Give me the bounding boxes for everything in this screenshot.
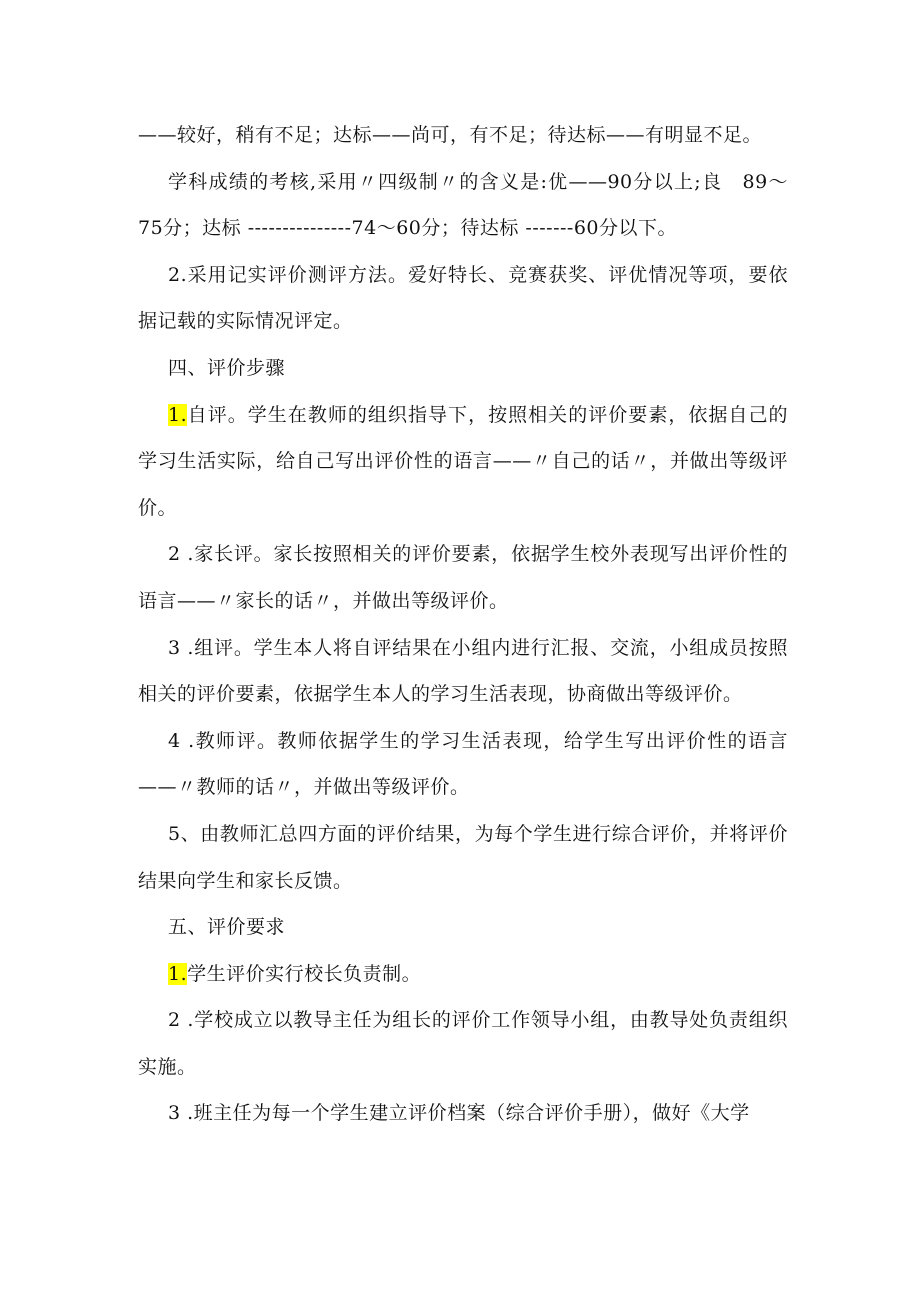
paragraph-text: 3 .班主任为每一个学生建立评价档案（综合评价手册），做好《大学 (168, 1102, 750, 1125)
paragraph-text: ——较好，稍有不足；达标——尚可，有不足；待达标——有明显不足。 (138, 124, 763, 146)
paragraph-text: 四、评价步骤 (168, 356, 286, 379)
paragraph-highlight: 1. (168, 962, 188, 985)
paragraph (138, 531, 788, 624)
paragraph-text: 2 .学校成立以教导主任为组长的评价工作领导小组，由教导处负责组织实施。 (138, 1009, 788, 1078)
paragraph-text: 2 .家长评。家长按照相关的评价要素，依据学生校外表现写出评价性的语言——〃家长的话〃，并做出等级评价。 (138, 543, 788, 612)
paragraph (138, 252, 788, 345)
paragraph (138, 997, 788, 1090)
paragraph-text: 自评。学生在教师的组织指导下，按照相关的评价要素，依据自己的学习生活实际，给自己写出评价性的语言——〃自己的话〃，并做出等级评价。 (138, 403, 788, 519)
paragraph-text: 学生评价实行校长负责制。 (187, 962, 422, 985)
paragraph (138, 811, 788, 904)
paragraph-text: 3 .组评。学生本人将自评结果在小组内进行汇报、交流，小组成员按照相关的评价要素，依据学生本人的学习生活表现，协商做出等级评价。 (138, 636, 788, 706)
paragraph-text: 2.采用记实评价测评方法。爱好特长、竞赛获奖、评优情况等项，要依据记载的实际情况评定。 (138, 263, 788, 333)
paragraph-highlight: 1. (168, 403, 188, 426)
paragraph (138, 112, 788, 159)
paragraph (138, 159, 788, 252)
paragraph-text: 五、评价要求 (168, 916, 286, 939)
paragraph-text: 5、由教师汇总四方面的评价结果，为每个学生进行综合评价，并将评价结果向学生和家长反馈。 (138, 822, 788, 892)
paragraph (138, 718, 788, 811)
document-body (138, 112, 788, 1137)
paragraph (138, 1090, 788, 1137)
paragraph (138, 625, 788, 718)
paragraph (138, 951, 788, 998)
paragraph (138, 392, 788, 532)
paragraph-text: 学科成绩的考核,采用〃四级制〃的含义是:优——90分以上;良 89～75分；达标 ---------------74～60分；待达标 -------60分以下。 (138, 170, 788, 240)
paragraph-text: 4 .教师评。教师依据学生的学习生活表现，给学生写出评价性的语言——〃教师的话〃，并做出等级评价。 (138, 729, 788, 799)
section-heading (138, 904, 788, 951)
section-heading (138, 345, 788, 392)
